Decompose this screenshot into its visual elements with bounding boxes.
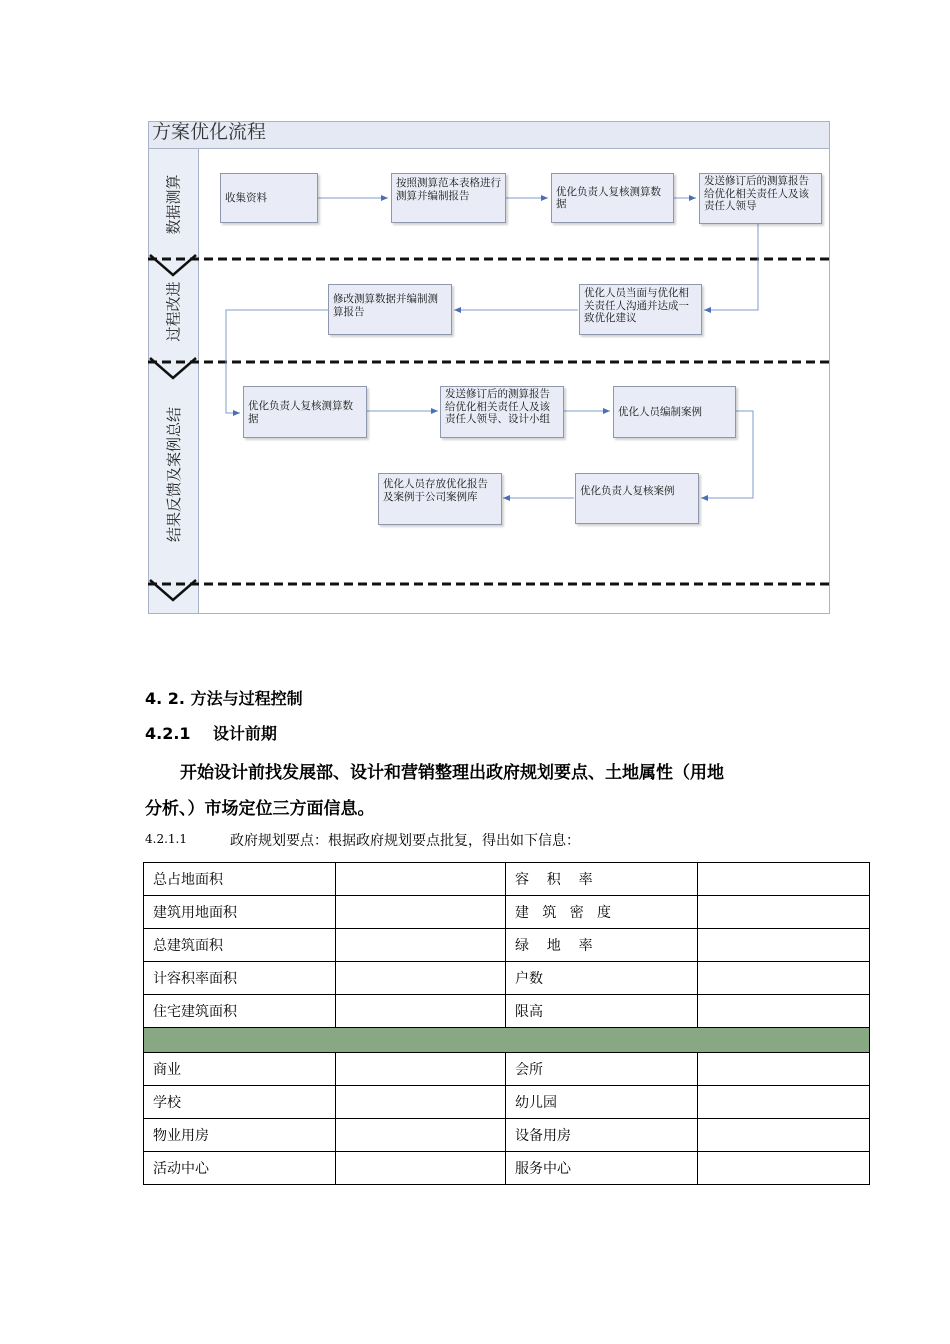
table-separator-cell [144, 1028, 870, 1053]
table-cell: 幼儿园 [506, 1086, 698, 1119]
table-cell: 会所 [506, 1053, 698, 1086]
table-row [144, 1152, 870, 1185]
flow-step-archive: 优化人员存放优化报告及案例于公司案例库 [378, 473, 502, 525]
table-cell [336, 995, 506, 1028]
table-cell [336, 1053, 506, 1086]
table-cell [698, 995, 870, 1028]
planning-info-table [143, 862, 870, 1185]
table-cell: 物业用房 [144, 1119, 336, 1152]
table-row [144, 962, 870, 995]
table-cell [336, 1086, 506, 1119]
table-cell [698, 1086, 870, 1119]
flow-step-send-report: 发送修订后的测算报告给优化相关责任人及该责任人领导 [699, 173, 822, 224]
table-cell: 建筑用地面积 [144, 896, 336, 929]
lane-data-calc [148, 149, 198, 259]
table-row [144, 995, 870, 1028]
item-number: 4.2.1.1 [145, 832, 187, 846]
table-cell [336, 863, 506, 896]
table-cell [698, 1152, 870, 1185]
table-row [144, 1119, 870, 1152]
table-row [144, 1086, 870, 1119]
table-row [144, 863, 870, 896]
table-cell [698, 896, 870, 929]
flow-step-review-data-2: 优化负责人复核测算数据 [243, 386, 367, 438]
table-cell: 限高 [506, 995, 698, 1028]
flow-step-revise-data: 修改测算数据并编制测算报告 [328, 284, 452, 335]
table-row [144, 1053, 870, 1086]
lane-label-text: 过程改进 [164, 280, 183, 342]
table-cell: 绿 地 率 [506, 929, 698, 962]
table-cell [336, 896, 506, 929]
flowchart [148, 121, 830, 614]
table-cell: 总建筑面积 [144, 929, 336, 962]
lane-process-improve [148, 261, 198, 361]
table-row [144, 929, 870, 962]
table-cell: 总占地面积 [144, 863, 336, 896]
table-cell [336, 929, 506, 962]
flow-step-communicate: 优化人员当面与优化相关责任人沟通并达成一致优化建议 [579, 284, 702, 335]
table-cell: 户数 [506, 962, 698, 995]
lane-label-text: 结果反馈及案例总结 [164, 406, 183, 542]
flow-step-send-report-2: 发送修订后的测算报告给优化相关责任人及该责任人领导、设计小组 [440, 386, 564, 438]
flow-step-review-data: 优化负责人复核测算数据 [551, 173, 674, 223]
flowchart-title: 方案优化流程 [152, 121, 267, 143]
table-cell: 计容积率面积 [144, 962, 336, 995]
section-heading: 4. 2. 方法与过程控制 [145, 689, 303, 708]
lane-label-text: 数据测算 [164, 173, 183, 235]
paragraph-line-1: 开始设计前找发展部、设计和营销整理出政府规划要点、土地属性（用地 [180, 763, 724, 783]
table-cell: 活动中心 [144, 1152, 336, 1185]
table-cell: 服务中心 [506, 1152, 698, 1185]
lane-feedback-summary [148, 364, 198, 584]
item-text: 政府规划要点：根据政府规划要点批复，得出如下信息： [230, 833, 580, 849]
table-cell: 建 筑 密 度 [506, 896, 698, 929]
table-cell: 容 积 率 [506, 863, 698, 896]
table-separator-row [144, 1028, 870, 1053]
table-cell [698, 1119, 870, 1152]
table-cell: 学校 [144, 1086, 336, 1119]
table-cell [698, 929, 870, 962]
table-cell [336, 1119, 506, 1152]
flow-step-review-case: 优化负责人复核案例 [575, 473, 699, 524]
table-cell [336, 962, 506, 995]
flow-step-calc-report: 按照测算范本表格进行测算并编制报告 [391, 173, 506, 223]
table-cell [698, 863, 870, 896]
table-cell [698, 962, 870, 995]
table-cell: 设备用房 [506, 1119, 698, 1152]
paragraph-line-2: 分析、）市场定位三方面信息。 [145, 799, 375, 819]
table-cell: 商业 [144, 1053, 336, 1086]
table-cell: 住宅建筑面积 [144, 995, 336, 1028]
flow-step-write-case: 优化人员编制案例 [613, 386, 736, 438]
table-cell [336, 1152, 506, 1185]
sub-heading: 4.2.1 设计前期 [145, 724, 277, 743]
table-cell [698, 1053, 870, 1086]
table-row [144, 896, 870, 929]
flow-step-collect: 收集资料 [220, 173, 318, 223]
